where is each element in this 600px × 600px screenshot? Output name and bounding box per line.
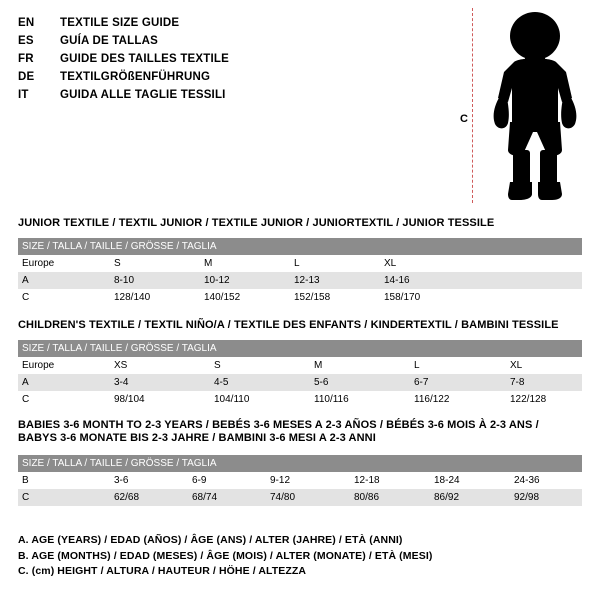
measure-label-c: C [460,113,468,125]
row-label-c: C [18,289,110,306]
footnotes-block [18,533,578,580]
header-title-en: TEXTILE SIZE GUIDE [60,17,180,29]
table-header-label-children: SIZE / TALLA / TAILLE / GRÖSSE / TAGLIA [18,340,582,357]
section-title-babies-line2: BABYS 3-6 MONATE BIS 2-3 JAHRE / BAMBINI 3-6 MESI A 2-3 ANNI [18,432,376,444]
row-label-b: B [18,472,110,489]
cell-height-3-6: 62/68 [110,489,188,506]
header-row-de [18,68,438,86]
table-row [18,455,582,472]
cell-empty [470,289,582,306]
cell-age-m: 5-6 [310,374,410,391]
table-header-label-babies: SIZE / TALLA / TAILLE / GRÖSSE / TAGLIA [18,455,582,472]
cell-size-xl: XL [380,255,470,272]
cell-age-xl: 7-8 [506,374,582,391]
cell-months-24-36: 24-36 [510,472,582,489]
cell-months-18-24: 18-24 [430,472,510,489]
cell-age-l: 12-13 [290,272,380,289]
language-code-fr: FR [18,53,34,65]
language-code-it: IT [18,89,29,101]
row-label-a: A [18,374,110,391]
table-header-label-junior: SIZE / TALLA / TAILLE / GRÖSSE / TAGLIA [18,238,582,255]
header-row-fr [18,50,438,68]
table-children [18,340,582,408]
table-row [18,238,582,255]
section-title-junior: JUNIOR TEXTILE / TEXTIL JUNIOR / TEXTILE JUNIOR / JUNIORTEXTIL / JUNIOR TESSILE [18,217,495,229]
header-title-de: TEXTILGRÖßENFÜHRUNG [60,71,211,83]
footnote-a: A. AGE (YEARS) / EDAD (AÑOS) / ÂGE (ANS) / ALTER (JAHRE) / ETÀ (ANNI) [18,534,403,546]
height-measure-line [472,8,473,203]
row-label-a: A [18,272,110,289]
table-junior [18,238,582,306]
language-code-de: DE [18,71,35,83]
cell-height-l: 116/122 [410,391,506,408]
cell-age-s: 8-10 [110,272,200,289]
cell-height-xs: 98/104 [110,391,210,408]
toddler-silhouette-icon [480,10,590,205]
header-title-fr: GUIDE DES TAILLES TEXTILE [60,53,229,65]
cell-height-xl: 122/128 [506,391,582,408]
row-label-c: C [18,489,110,506]
header-block [18,14,438,104]
footnote-c: C. (cm) HEIGHT / ALTURA / HAUTEUR / HÖHE / ALTEZZA [18,565,307,577]
cell-size-m: M [200,255,290,272]
footnote-b: B. AGE (MONTHS) / EDAD (MESES) / ÂGE (MOIS) / ALTER (MONATE) / ETÀ (MESI) [18,549,433,562]
cell-height-s: 104/110 [210,391,310,408]
cell-height-s: 128/140 [110,289,200,306]
cell-months-9-12: 9-12 [266,472,350,489]
cell-height-24-36: 92/98 [510,489,582,506]
cell-empty [470,255,582,272]
cell-size-l: L [290,255,380,272]
cell-height-m: 140/152 [200,289,290,306]
language-code-en: EN [18,17,35,29]
row-label-europe: Europe [18,255,110,272]
cell-height-m: 110/116 [310,391,410,408]
row-label-europe: Europe [18,357,110,374]
section-title-babies [18,419,539,445]
cell-size-m: M [310,357,410,374]
cell-months-12-18: 12-18 [350,472,430,489]
cell-age-s: 4-5 [210,374,310,391]
cell-size-s: S [210,357,310,374]
table-row [18,255,582,272]
cell-height-xl: 158/170 [380,289,470,306]
table-babies [18,455,582,506]
cell-height-9-12: 74/80 [266,489,350,506]
section-title-children: CHILDREN'S TEXTILE / TEXTIL NIÑO/A / TEXTILE DES ENFANTS / KINDERTEXTIL / BAMBINI TESSILE [18,319,559,331]
cell-age-xl: 14-16 [380,272,470,289]
section-title-babies-line1: BABIES 3-6 MONTH TO 2-3 YEARS / BEBÉS 3-6 MESES A 2-3 AÑOS / BÉBÉS 3-6 MOIS À 2-3 ANS / [18,419,539,431]
row-label-c: C [18,391,110,408]
header-row-it [18,86,438,104]
cell-height-l: 152/158 [290,289,380,306]
cell-empty [470,272,582,289]
table-row [18,340,582,357]
cell-height-12-18: 80/86 [350,489,430,506]
measurement-figure [450,8,590,203]
cell-height-18-24: 86/92 [430,489,510,506]
cell-size-l: L [410,357,506,374]
table-row [18,289,582,306]
header-row-en [18,14,438,32]
table-row [18,489,582,506]
header-title-it: GUIDA ALLE TAGLIE TESSILI [60,89,226,101]
table-row [18,272,582,289]
cell-size-xl: XL [506,357,582,374]
table-row [18,374,582,391]
cell-age-m: 10-12 [200,272,290,289]
header-title-es: GUÍA DE TALLAS [60,35,158,47]
cell-age-xs: 3-4 [110,374,210,391]
table-row [18,472,582,489]
cell-months-3-6: 3-6 [110,472,188,489]
cell-size-xs: XS [110,357,210,374]
language-code-es: ES [18,35,34,47]
cell-age-l: 6-7 [410,374,506,391]
cell-height-6-9: 68/74 [188,489,266,506]
table-row [18,357,582,374]
table-row [18,391,582,408]
cell-months-6-9: 6-9 [188,472,266,489]
header-row-es [18,32,438,50]
cell-size-s: S [110,255,200,272]
